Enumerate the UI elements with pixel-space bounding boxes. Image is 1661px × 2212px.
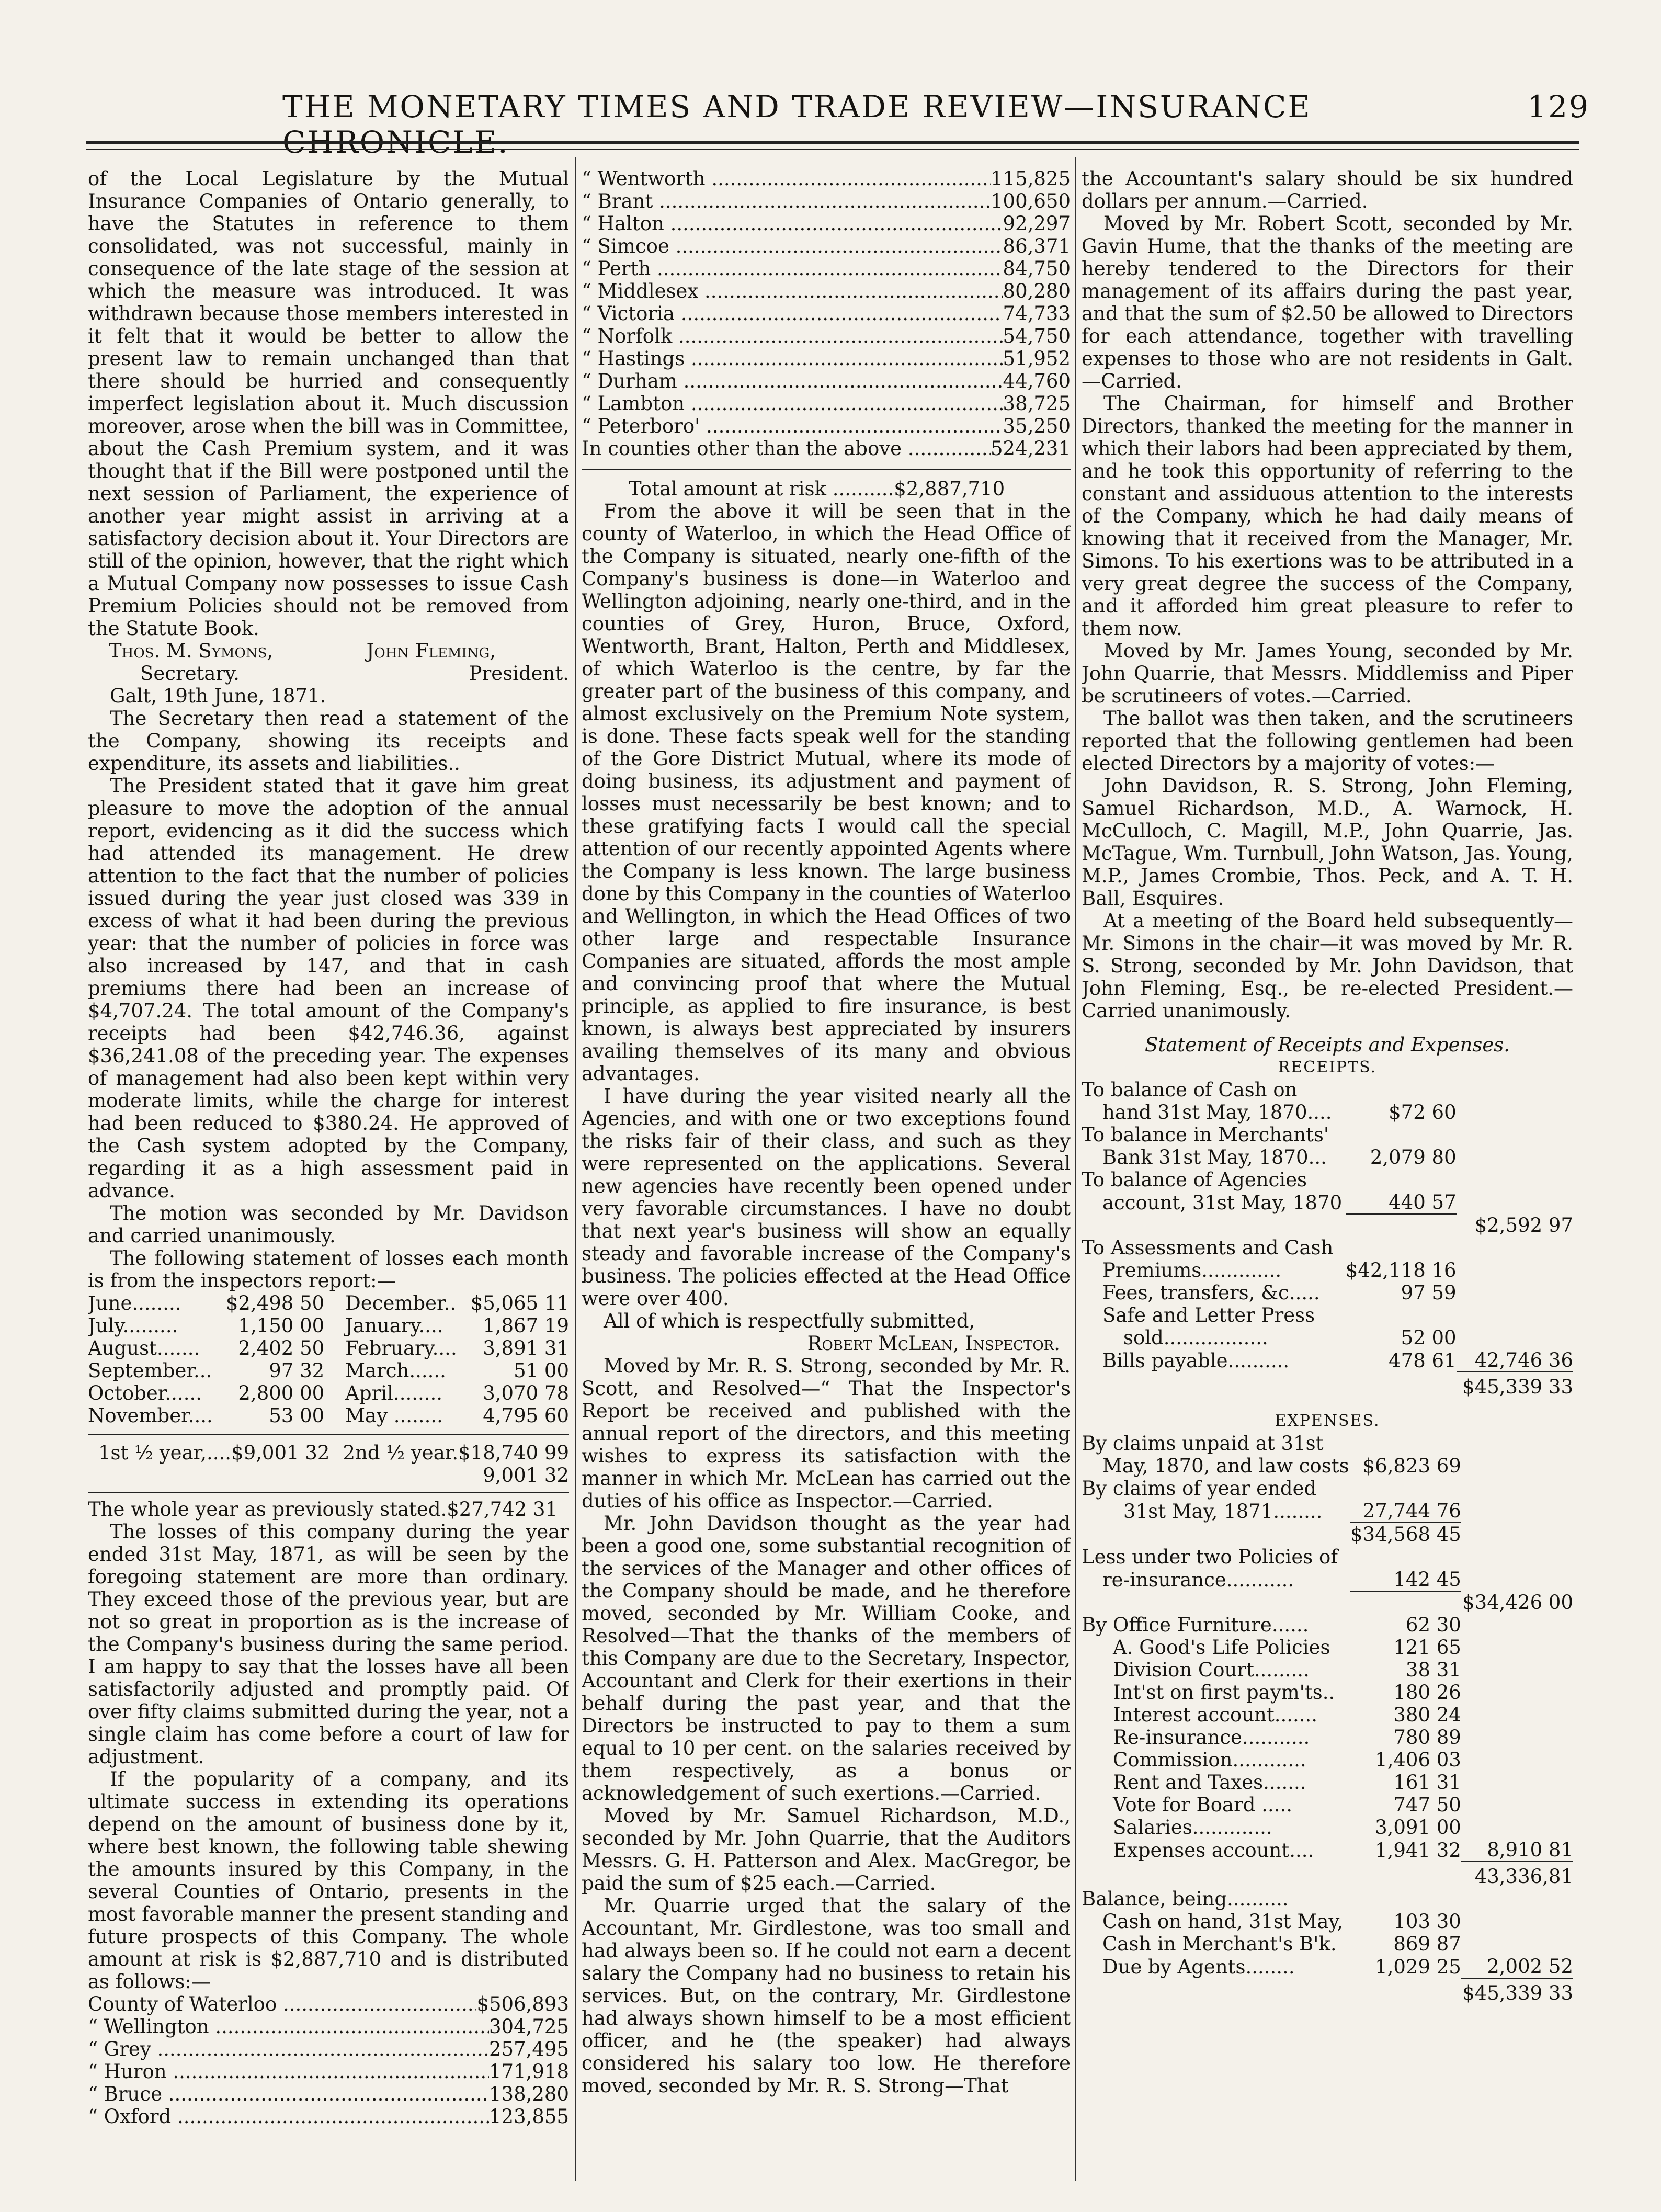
table-row: Safe and Letter Press xyxy=(1102,1304,1315,1326)
paragraph: Moved by Mr. R. S. Strong, seconded by Mr. R. Scott, and Resolved—“ That the Inspector's Report be received and published with the annual report of the directors, and this meeting wishes to express its satisfaction with the manner in which Mr. McLean has carried out the duties of his office as Inspector.—Carried. xyxy=(582,1355,1071,1512)
first-half-total: 1st ½ year,....$9,001 32 xyxy=(98,1442,330,1464)
amount-cell: 3,070 78 xyxy=(483,1382,569,1404)
table-row: Fees, transfers, &c..... 97 59 xyxy=(1102,1281,1457,1304)
table-row: account, 31st May, 1870 440 57 xyxy=(1102,1191,1457,1214)
secretary-name: Thos. M. Symons, xyxy=(109,640,274,662)
table-row: A. Good's Life Policies 121 65 xyxy=(1113,1636,1461,1659)
table-row: Cash in Merchant's B'k. 869 87 xyxy=(1102,1933,1461,1955)
amount-cell: 3,891 31 xyxy=(483,1337,569,1359)
table-row: $2,592 97 xyxy=(1082,1214,1573,1237)
table-row: By Office Furniture...... 62 30 xyxy=(1082,1614,1461,1636)
month-cell: November.... xyxy=(88,1404,213,1427)
month-cell: January.... xyxy=(345,1314,443,1337)
expenses-heading: EXPENSES. xyxy=(1275,1412,1380,1430)
table-row xyxy=(88,1382,569,1404)
table-row: To balance of Cash on xyxy=(1082,1079,1298,1101)
paragraph: If the popularity of a company, and its ultimate success in extending its operations depend on the amount of business done by it, where best known, the following table shewing the amounts insured by this Company, in the several Counties of Ontario, presents in the most favorable manner the present standing and future prospects of this Company. The whole amount at risk is $2,887,710 and is distributed as follows:— xyxy=(88,1768,569,1993)
table-row: By claims unpaid at 31st xyxy=(1082,1432,1324,1455)
paragraph: the Accountant's salary should be six hundred dollars per annum.—Carried. xyxy=(1082,167,1573,212)
amount-cell: 4,795 60 xyxy=(483,1404,569,1427)
amount-cell: $2,498 50 xyxy=(225,1292,325,1314)
second-half-total: 2nd ½ year.$18,740 99 xyxy=(343,1442,569,1464)
header-rule-thin xyxy=(86,149,1579,150)
paragraph: Moved by Mr. Robert Scott, seconded by Mr. Gavin Hume, that the thanks of the meeting are hereby tendered to the Directors for their management of its affairs during the past year, and that the sum of $2.50 be allowed to Directors for each attendance, together with travelling expenses to those who are not residents in Galt.—Carried. xyxy=(1082,212,1573,392)
counties-list xyxy=(582,167,1071,460)
month-cell: July......... xyxy=(88,1314,178,1337)
inspector-signature: Robert McLean, Inspector. xyxy=(807,1332,1060,1355)
table-row: To balance in Merchants' xyxy=(1082,1124,1329,1146)
amount-cell: 2,402 50 xyxy=(238,1337,325,1359)
table-row: By claims of year ended xyxy=(1082,1477,1317,1500)
paragraph: The ballot was then taken, and the scrutineers reported that the following gentlemen had been elected Directors by a majority of votes:— xyxy=(1082,707,1573,775)
month-cell: October...... xyxy=(88,1382,202,1404)
paragraph: The President stated that it gave him great pleasure to move the adoption of the annual report, evidencing as it did the success which had attended its management. He drew attention to the fact that the number of policies issued during the year just closed was 339 in excess of what it had been during the previous year: that the number of policies in force was also increased by 147, and that in cash premiums there had been an increase of $4,707.24. The total amount of the Company's receipts had been $42,746.36, against $36,241.08 of the preceding year. The expenses of management had also been kept within very moderate limits, while the charge for interest had been reduced to $380.24. He approved of the Cash system adopted by the Company, regarding it as a high assessment paid in advance. xyxy=(88,775,569,1202)
list-item: “ Perth ..... 84,750 xyxy=(582,257,1071,280)
list-item: “ Victoria ..... 74,733 xyxy=(582,302,1071,325)
statement-title: Statement of Receipts and Expenses. xyxy=(1145,1034,1510,1056)
list-item: “ Brant ..... 100,650 xyxy=(582,190,1071,212)
paragraph: All of which is respectfully submitted, xyxy=(604,1310,975,1332)
paragraph: Moved by Mr. Samuel Richardson, M.D., seconded by Mr. John Quarrie, that the Auditors Messrs. G. H. Patterson and Alex. MacGregor, be paid the sum of $25 each.—Carried. xyxy=(582,1805,1071,1895)
receipts-heading: RECEIPTS. xyxy=(1278,1058,1377,1076)
table-row xyxy=(1082,1978,1573,2004)
list-item: “ Bruce ..... 138,280 xyxy=(88,2083,569,2105)
paragraph: I have during the year visited nearly all the Agencies, and with one or two exceptions found the risks fair of their class, and such as they were represented on the applications. Several new agencies have recently been opened under very favorable circumstances. I have no doubt that next year's business will show an equally steady and favorable increase of the Company's business. The policies effected at the Head Office were over 400. xyxy=(582,1085,1071,1310)
column-divider xyxy=(1075,157,1076,2181)
table-row: Rent and Taxes....... 161 31 xyxy=(1113,1771,1461,1794)
month-cell: February.... xyxy=(345,1337,457,1359)
table-row: Premiums............. $42,118 16 xyxy=(1102,1259,1457,1281)
column-1 xyxy=(88,167,569,2192)
list-item: “ Hastings ..... 51,952 xyxy=(582,347,1071,370)
table-row: Int'st on first paym'ts.. 180 26 xyxy=(1113,1681,1461,1704)
table-row: Expenses account.... 1,941 32 8,910 81 xyxy=(1113,1839,1573,1862)
paragraph: From the above it will be seen that in the county of Waterloo, in which the Head Office of the Company is situated, nearly one-fifth of the Company's business is done—in Waterloo and Wellington adjoining, nearly one-third, and in the counties of Grey, Huron, Bruce, Oxford, Wentworth, Brant, Halton, Perth and Middlesex, of which Waterloo is the centre, by far the greater part of the business of this company, and almost exclusively on the Premium Note system, is done. These facts speak well for the standing of the Gore District Mutual, where its mode of doing business, its adjustment and payment of losses must necessarily be best known; and to these gratifying facts I would call the special attention of our recently appointed Agents where the Company is less known. The large business done by this Company in the counties of Waterloo and Wellington, in which the Head Offices of two other large and respectable Insurance Companies are situated, affords the most ample and convincing proof that where the Mutual principle, as applied to fire insurance, is best known, is always best appreciated by insurers availing themselves of its many and obvious advantages. xyxy=(582,500,1071,1085)
paragraph: The losses of this company during the year ended 31st May, 1871, as will be seen by the foregoing statement are more than ordinary. They exceed those of the previous year, but are not so great in proportion as is the increase of the Company's business during the same period. I am happy to say that the losses have all been satisfactorily adjusted and promptly paid. Of over fifty claims submitted during the year, not a single claim has come before a court of law for adjustment. xyxy=(88,1521,569,1768)
table-row xyxy=(88,1404,569,1427)
list-item: “ Simcoe ..... 86,371 xyxy=(582,235,1071,257)
expenses-total: 43,336,81 xyxy=(1461,1862,1573,1888)
list-item: “ Huron ..... 171,918 xyxy=(88,2060,569,2083)
paragraph: Mr. Quarrie urged that the salary of the Accountant, Mr. Girdlestone, was too small and had always been so. If he could not earn a decent salary the Company had no business to retain his services. But, on the contrary, Mr. Girdlestone had always shown himself to be a most efficient officer, and he (the speaker) had always considered his salary too low. He therefore moved, seconded by Mr. R. S. Strong—That xyxy=(582,1895,1071,2097)
whole-year-total: The whole year as previously stated.$27,742 31 xyxy=(88,1498,558,1521)
president-title: President. xyxy=(469,662,569,685)
receipts-table xyxy=(1082,1079,1573,1398)
month-cell: June........ xyxy=(88,1292,181,1314)
table-row: Cash on hand, 31st May, 103 30 xyxy=(1102,1910,1461,1933)
expenses-table xyxy=(1082,1432,1573,2004)
claims-subtotal: $34,568 45 xyxy=(1350,1523,1461,1546)
table-row: Less under two Policies of xyxy=(1082,1546,1338,1568)
list-item: In counties other than the above ..... 524,231 xyxy=(582,437,1071,460)
paragraph: The Chairman, for himself and Brother Directors, thanked the meeting for the manner in which their labors had been appreciated by them, and he took this opportunity of referring to the constant and assiduous attention to the interests of the Company, which he had daily means of knowing that it received from the Manager, Mr. Simons. To his exertions was to be attributed in a very great degree the success of the Company, and it afforded him great pleasure to refer to them now. xyxy=(1082,392,1573,640)
paragraph: Moved by Mr. James Young, seconded by Mr. John Quarrie, that Messrs. Middlemiss and Piper be scrutineers of votes.—Carried. xyxy=(1082,640,1573,707)
header-rule-thick xyxy=(86,141,1579,144)
table-row: May, 1870, and law costs $6,823 69 xyxy=(1102,1455,1461,1477)
table-row xyxy=(88,1337,569,1359)
first-half-carry: 9,001 32 xyxy=(483,1464,569,1487)
table-row: To balance of Agencies xyxy=(1082,1169,1307,1191)
amount-cell: 1,867 19 xyxy=(483,1314,569,1337)
table-row: 31st May, 1871........ 27,744 76 xyxy=(1123,1500,1461,1523)
table-row: To Assessments and Cash xyxy=(1082,1237,1334,1259)
counties-list xyxy=(88,1993,569,2128)
table-rule xyxy=(88,1492,569,1493)
table-row: Commission............ 1,406 03 xyxy=(1113,1749,1461,1771)
month-cell: May ........ xyxy=(345,1404,443,1427)
paragraph: John Davidson, R. S. Strong, John Fleming, Samuel Richardson, M.D., A. Warnock, H. McCulloch, C. Magill, M.P., John Quarrie, Jas. McTague, Wm. Turnbull, John Watson, Jas. Young, M.P., James Crombie, Thos. Peck, and A. T. H. Ball, Esquires. xyxy=(1082,775,1573,910)
table-row: Interest account....... 380 24 xyxy=(1113,1704,1461,1726)
half-year-totals xyxy=(88,1442,569,1464)
page-header xyxy=(282,89,1590,160)
column-2 xyxy=(582,167,1071,2192)
list-item: “ Norfolk ..... 54,750 xyxy=(582,325,1071,347)
amount-cell: 51 00 xyxy=(514,1359,569,1382)
paragraph: The following statement of losses each month is from the inspectors report:— xyxy=(88,1247,569,1292)
signature-titles xyxy=(88,662,569,685)
column-divider xyxy=(575,157,576,2181)
list-item: “ Middlesex ..... 80,280 xyxy=(582,280,1071,302)
signature-names xyxy=(88,640,569,662)
list-item: “ Peterboro' ..... 35,250 xyxy=(582,415,1071,437)
table-row: Balance, being.......... xyxy=(1082,1888,1289,1910)
month-cell: April........ xyxy=(345,1382,443,1404)
table-row: Division Court......... 38 31 xyxy=(1113,1659,1461,1681)
grand-total: $45,339 33 xyxy=(1461,1978,1573,2004)
table-row: Vote for Board ..... 747 50 xyxy=(1113,1794,1461,1816)
month-cell: August....... xyxy=(88,1337,200,1359)
column-3 xyxy=(1082,167,1573,2192)
table-row: Due by Agents........ 1,029 25 2,002 52 xyxy=(1102,1955,1573,1978)
receipts-total: $45,339 33 xyxy=(1457,1372,1573,1398)
month-cell: March...... xyxy=(345,1359,446,1382)
paragraph: Mr. John Davidson thought as the year had been a good one, some substantial recognition of the services of the Manager and other offices of the Company should be made, and he therefore moved, seconded by Mr. William Cooke, and Resolved—That the thanks of the members of this Company are due to the Secretary, Inspector, Accountant and Clerk for their exertions in their behalf during the past year, and that the Directors be instructed to pay to them a sum equal to 10 per cent. on the salaries received by them respectively, as a bonus or acknowledgement of such exertions.—Carried. xyxy=(582,1512,1071,1805)
paragraph: The Secretary then read a statement of the the Company, showing its receipts and expenditure, its assets and liabilities.. xyxy=(88,707,569,775)
table-row xyxy=(1082,1523,1573,1546)
table-row: Re-insurance........... 780 89 xyxy=(1113,1726,1461,1749)
list-item: “ Grey ..... 257,495 xyxy=(88,2038,569,2060)
dateline: Galt, 19th June, 1871. xyxy=(110,685,326,707)
table-row xyxy=(88,1359,569,1382)
list-item: County of Waterloo ..... $506,893 xyxy=(88,1993,569,2015)
table-row xyxy=(88,1314,569,1337)
half-year-carry xyxy=(88,1464,569,1487)
table-rule xyxy=(582,469,1071,470)
paragraph: The motion was seconded by Mr. Davidson and carried unanimously. xyxy=(88,1202,569,1247)
month-cell: September... xyxy=(88,1359,212,1382)
table-row: hand 31st May, 1870.... $72 60 xyxy=(1102,1101,1457,1124)
running-title: THE MONETARY TIMES AND TRADE REVIEW—INSURANCE CHRONICLE. xyxy=(282,89,1312,160)
paragraph: of the Local Legislature by the Mutual Insurance Companies of Ontario generally, to have the Statutes in reference to them consolidated, was not successful, mainly in consequence of the late stage of the session at which the measure was introduced. It was withdrawn because those members interested in it felt that it would be better to allow the present law to remain unchanged than that there should be hurried and consequently imperfect legislation about it. Much discussion moreover, arose when the bill was in Committee, about the Cash Premium system, and it was thought that if the Bill were postponed until the next session of Parliament, the experience of another year might assist in arriving at a satisfactory decision about it. Your Directors are still of the opinion, however, that the right which a Mutual Company now possesses to issue Cash Premium Policies should not be removed from the Statute Book. xyxy=(88,167,569,640)
claims-net: $34,426 00 xyxy=(1462,1591,1573,1614)
list-item: “ Durham ..... 44,760 xyxy=(582,370,1071,392)
secretary-title: Secretary. xyxy=(140,662,240,685)
paragraph: At a meeting of the Board held subsequently—Mr. Simons in the chair—it was moved by Mr. R. S. Strong, seconded by Mr. John Davidson, that John Fleming, Esq., be re-elected President.—Carried unanimously. xyxy=(1082,910,1573,1022)
page-number: 129 xyxy=(1527,89,1590,124)
list-item: “ Wentworth ..... 115,825 xyxy=(582,167,1071,190)
table-row: Bills payable.......... 478 61 42,746 36 xyxy=(1102,1349,1573,1372)
table-row xyxy=(1082,1591,1573,1614)
list-item: “ Wellington ..... 304,725 xyxy=(88,2015,569,2038)
amount-cell: $5,065 11 xyxy=(470,1292,569,1314)
table-row: Salaries............. 3,091 00 xyxy=(1113,1816,1461,1839)
table-rule xyxy=(88,1434,569,1435)
list-item: “ Halton ..... 92,297 xyxy=(582,212,1071,235)
amount-cell: 53 00 xyxy=(269,1404,325,1427)
table-row xyxy=(1082,1372,1573,1398)
losses-table xyxy=(88,1292,569,1427)
table-row: sold................. 52 00 xyxy=(1123,1326,1457,1349)
total-at-risk: Total amount at risk ..........$2,887,710 xyxy=(629,478,1005,500)
amount-cell: 97 32 xyxy=(269,1359,325,1382)
list-item: “ Lambton ..... 38,725 xyxy=(582,392,1071,415)
table-row: re-insurance........... 142 45 xyxy=(1102,1568,1461,1591)
president-name: John Fleming, xyxy=(366,640,496,662)
table-row xyxy=(1082,1862,1573,1888)
amount-cell: 1,150 00 xyxy=(238,1314,325,1337)
table-row: Bank 31st May, 1870... 2,079 80 xyxy=(1102,1146,1457,1169)
month-cell: December.. xyxy=(345,1292,457,1314)
amount-cell: 2,800 00 xyxy=(238,1382,325,1404)
list-item: “ Oxford ..... 123,855 xyxy=(88,2105,569,2128)
table-row xyxy=(88,1292,569,1314)
